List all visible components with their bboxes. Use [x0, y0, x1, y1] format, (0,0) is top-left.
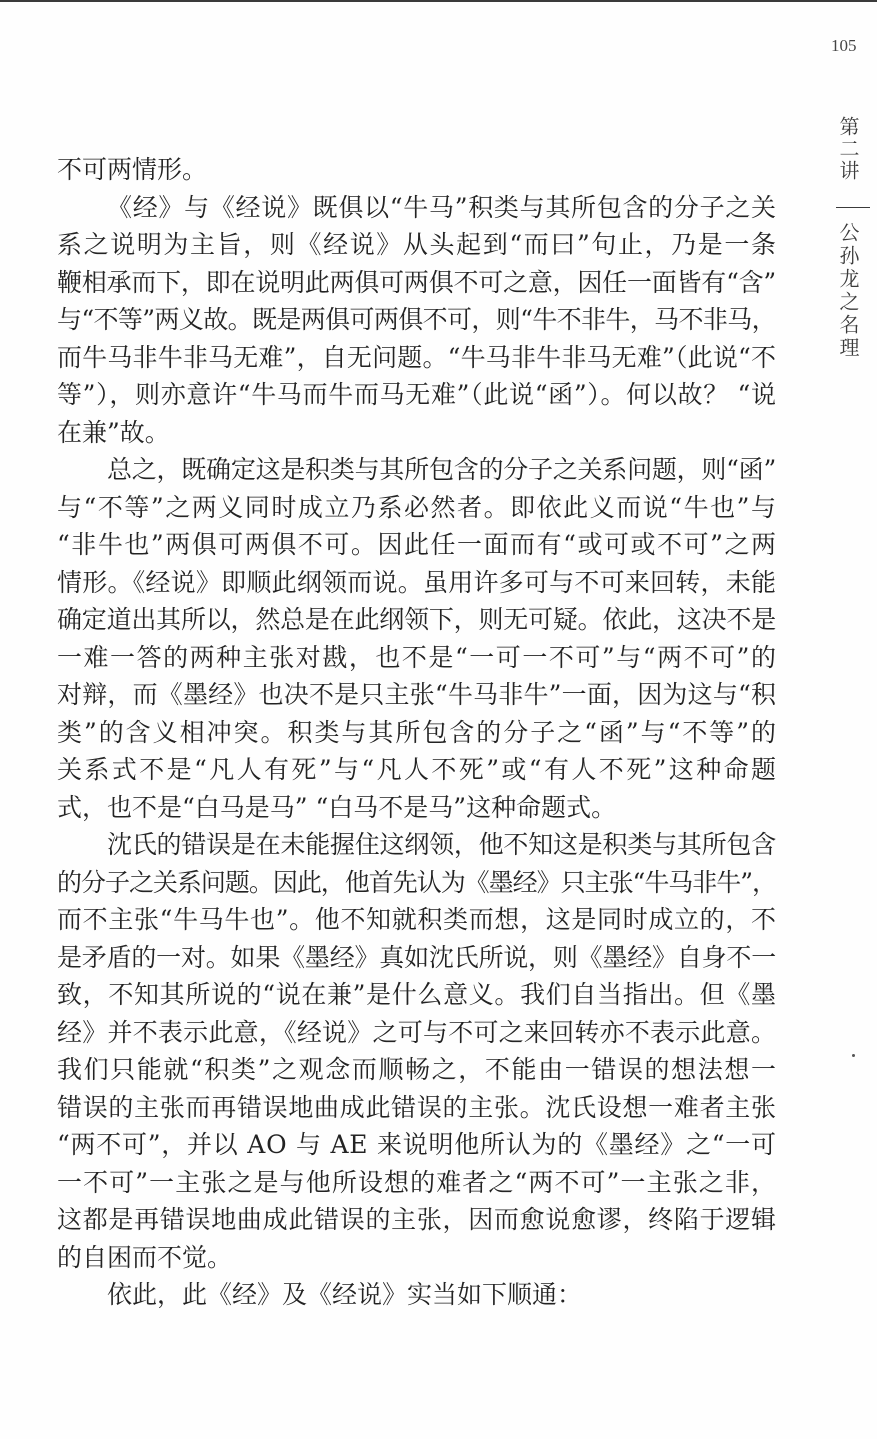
text-line: 一不可”一主张之是与他所设想的难者之“两不可”一主张之非，	[57, 1167, 778, 1197]
text-line: 关系式不是“凡人有死”与“凡人不死”或“有人不死”这种命题	[57, 755, 779, 784]
running-head-rule	[836, 207, 870, 208]
body-text	[57, 151, 779, 1314]
text-line: 情形。《经说》即顺此纲领而说。虽用许多可与不可来回转，未能	[57, 567, 777, 597]
text-line: 确定道出其所以，然总是在此纲领下，则无可疑。依此，这决不是	[57, 605, 776, 634]
paragraph	[57, 189, 776, 452]
text-line: 而不主张“牛马牛也”。他不知就积类而想，这是同时成立的，不	[57, 905, 777, 934]
text-line: 等”），则亦意许“牛马而牛而马无难”（此说“函”）。何以故？ “说	[57, 380, 777, 409]
scan-edge	[0, 0, 877, 2]
running-head-chapter: 第二讲	[836, 116, 860, 182]
text-line: 类”的含义相冲突。积类与其所包含的分子之“函”与“不等”的	[57, 717, 778, 747]
text-line: 与“不等”两义故。既是两俱可两俱不可，则“牛不非牛，马不非马，	[57, 305, 776, 334]
page-number: 105	[831, 36, 857, 55]
paragraph	[57, 1276, 776, 1314]
paragraph	[57, 151, 776, 189]
text-line: 这都是再错误地曲成此错误的主张，因而愈说愈谬，终陷于逻辑	[57, 1205, 777, 1234]
text-line: 鞭相承而下，即在说明此两俱可两俱不可之意，因任一面皆有“含”	[57, 267, 776, 297]
text-line: 《经》与《经说》既俱以“牛马”积类与其所包含的分子之关	[107, 192, 777, 222]
text-line: 而牛马非牛非马无难”，自无问题。“牛马非牛非马无难”（此说“不	[57, 342, 777, 372]
text-line: 是矛盾的一对。如果《墨经》真如沈氏所说，则《墨经》自身不一	[57, 942, 776, 972]
text-line: 式，也不是“白马是马” “白马不是马”这种命题式。	[57, 792, 617, 822]
text-line: 总之，既确定这是积类与其所包含的分子之关系问题，则“函”	[107, 455, 776, 484]
text-line: 一难一答的两种主张对戡，也不是“一可一不可”与“两不可”的	[57, 642, 778, 672]
text-line: “两不可”，并以 AO 与 AE 来说明他所认为的《墨经》之“一可	[57, 1130, 777, 1159]
text-line: 对辩，而《墨经》也决不是只主张“牛马非牛”一面，因为这与“积	[57, 680, 777, 709]
text-line: 依此，此《经》及《经说》实当如下顺通：	[107, 1280, 583, 1309]
text-line: 的自困而不觉。	[57, 1242, 233, 1272]
text-line: 的分子之关系问题。因此，他首先认为《墨经》只主张“牛马非牛”，	[57, 867, 776, 897]
text-line: 与“不等”之两义同时成立乃系必然者。即依此义而说“牛也”与	[57, 492, 778, 522]
text-line: 经》并不表示此意，《经说》之可与不可之来回转亦不表示此意。	[57, 1017, 777, 1047]
running-head-title: 公孙龙之名理	[836, 222, 860, 360]
text-line: 在兼”故。	[57, 417, 170, 447]
text-line: 致，不知其所说的“说在兼”是什么意义。我们自当指出。但《墨	[57, 980, 777, 1009]
scan-speck	[852, 1054, 855, 1057]
paragraph	[57, 826, 776, 1276]
text-line: 沈氏的错误是在未能握住这纲领，他不知这是积类与其所包含	[107, 830, 776, 859]
paragraph	[57, 451, 779, 826]
text-line: 不可两情形。	[57, 155, 208, 184]
text-line: “非牛也”两俱可两俱不可。因此任一面而有“或可或不可”之两	[57, 530, 778, 559]
text-line: 错误的主张而再错误地曲成此错误的主张。沈氏设想一难者主张	[57, 1092, 777, 1122]
text-line: 我们只能就“积类”之观念而顺畅之，不能由一错误的想法想一	[57, 1055, 778, 1084]
text-line: 系之说明为主旨，则《经说》从头起到“而曰”句止，乃是一条	[57, 230, 778, 259]
